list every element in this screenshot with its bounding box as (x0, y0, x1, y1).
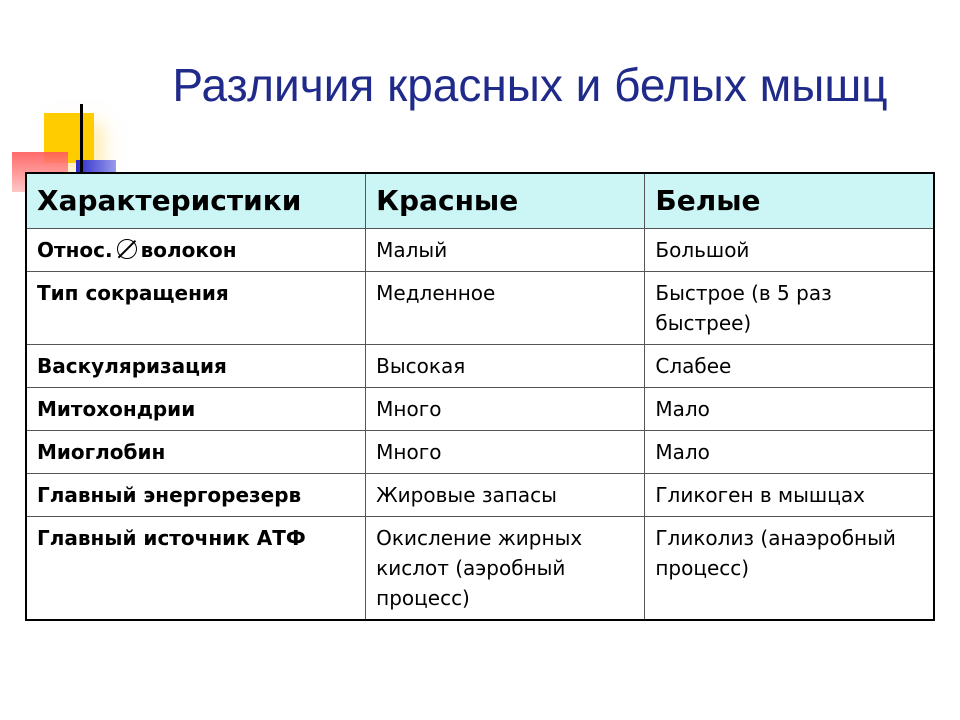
row-red-value: Окисление жирных кислот (аэробный процесс) (366, 517, 645, 621)
table-row (26, 517, 934, 621)
row-feature: Тип сокращения (26, 272, 366, 345)
row-white-value: Гликолиз (анаэробный процесс) (645, 517, 934, 621)
table-header-row (26, 173, 934, 229)
row-white-value: Быстрое (в 5 раз быстрее) (645, 272, 934, 345)
feature-text-post: волокон (140, 238, 237, 262)
table-row (26, 229, 934, 272)
header-characteristics: Характеристики (26, 173, 366, 229)
table-row (26, 474, 934, 517)
table-row (26, 345, 934, 388)
comparison-table (25, 172, 935, 621)
row-feature: Васкуляризация (26, 345, 366, 388)
slide-title: Различия красных и белых мышц (172, 59, 888, 111)
table-row (26, 388, 934, 431)
feature-text-pre: Относ. (37, 238, 113, 262)
table-row (26, 431, 934, 474)
row-red-value: Много (366, 431, 645, 474)
row-red-value: Высокая (366, 345, 645, 388)
row-red-value: Жировые запасы (366, 474, 645, 517)
row-feature: Главный энергорезерв (26, 474, 366, 517)
row-feature (26, 229, 366, 272)
row-white-value: Большой (645, 229, 934, 272)
row-red-value: Малый (366, 229, 645, 272)
row-red-value: Много (366, 388, 645, 431)
row-white-value: Слабее (645, 345, 934, 388)
row-feature: Главный источник АТФ (26, 517, 366, 621)
diameter-icon (117, 239, 137, 259)
table-row (26, 272, 934, 345)
row-white-value: Мало (645, 388, 934, 431)
header-white: Белые (645, 173, 934, 229)
row-feature: Митохондрии (26, 388, 366, 431)
row-white-value: Гликоген в мышцах (645, 474, 934, 517)
row-white-value: Мало (645, 431, 934, 474)
row-red-value: Медленное (366, 272, 645, 345)
header-red: Красные (366, 173, 645, 229)
row-feature: Миоглобин (26, 431, 366, 474)
